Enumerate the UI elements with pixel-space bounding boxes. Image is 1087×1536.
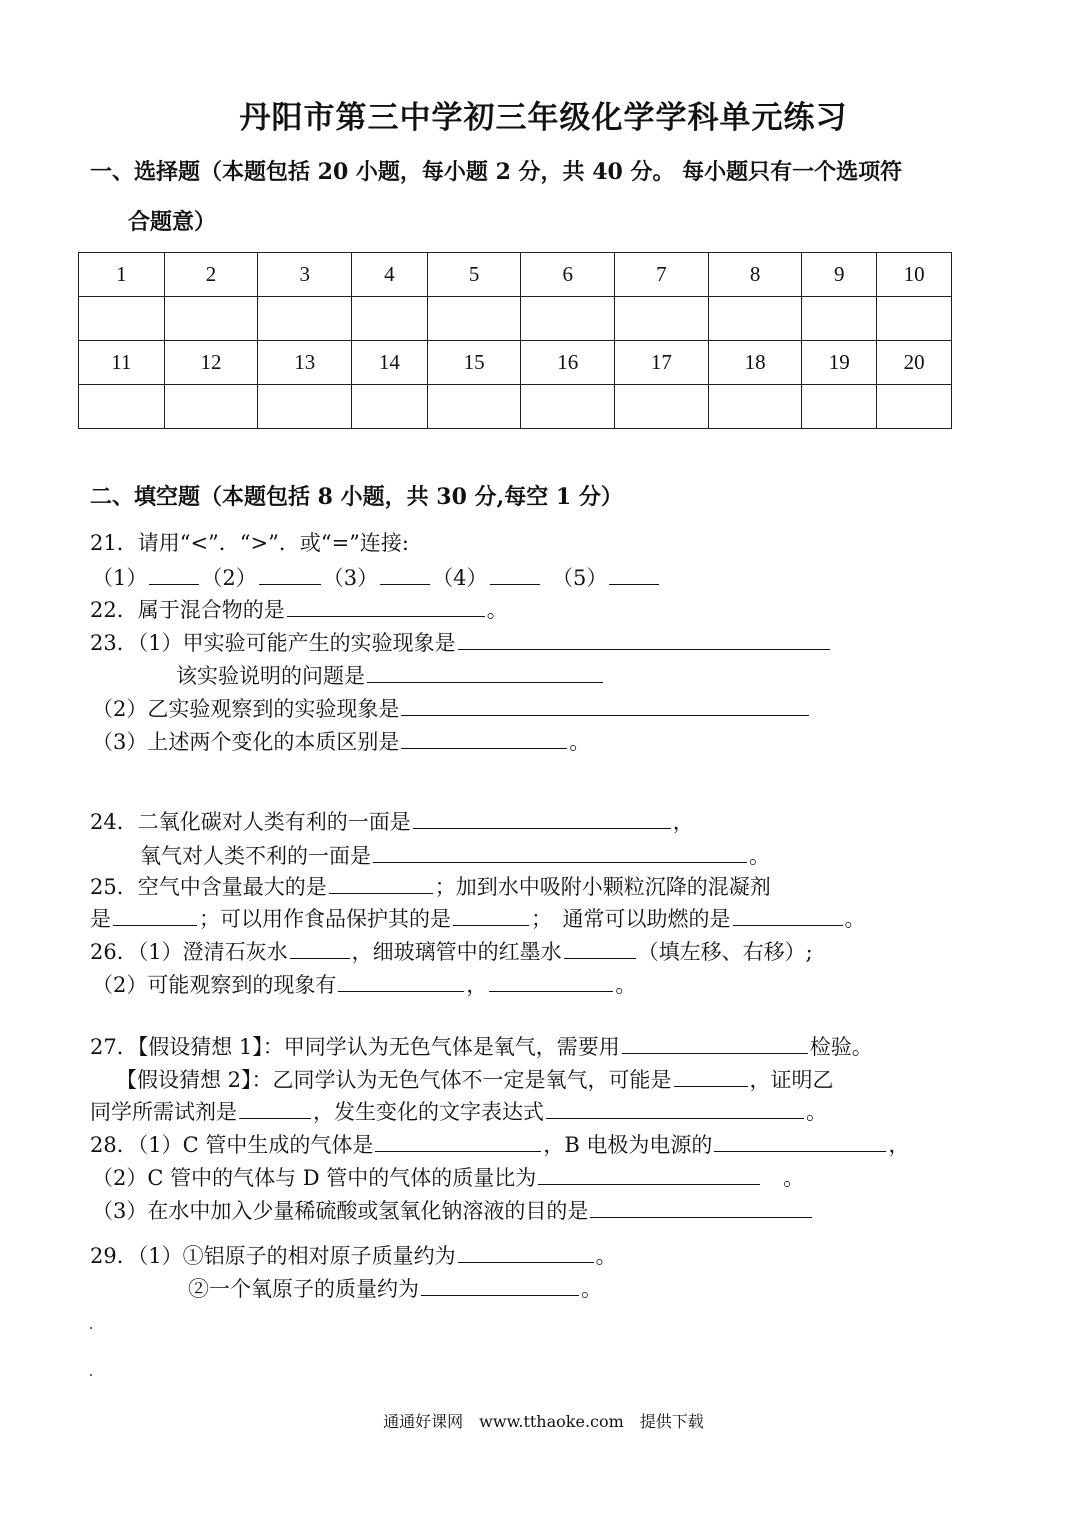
grid-number-cell: 11 bbox=[79, 341, 165, 385]
q29-line-1 bbox=[90, 1240, 617, 1271]
grid-number-cell: 8 bbox=[708, 253, 802, 297]
q27-prompt-a: 27．【假设猜想 1】：甲同学认为无色气体是氧气，需要用 bbox=[90, 1035, 620, 1059]
q27-line-2 bbox=[116, 1064, 834, 1095]
grid-number-cell: 10 bbox=[877, 253, 952, 297]
grid-number-row bbox=[79, 341, 952, 385]
q25-prompt-b3: ； 通常可以助燃的是 bbox=[531, 907, 731, 931]
answer-cell[interactable] bbox=[708, 385, 802, 429]
q28-prompt-a: 28．（1）C 管中生成的气体是 bbox=[90, 1133, 374, 1157]
q28-line-1 bbox=[90, 1129, 909, 1160]
answer-blank[interactable] bbox=[290, 936, 350, 959]
answer-blank[interactable] bbox=[714, 1129, 886, 1152]
answer-blank[interactable] bbox=[375, 1129, 541, 1152]
answer-cell[interactable] bbox=[802, 297, 877, 341]
q27-prompt-b: 【假设猜想 2】：乙同学认为无色气体不一定是氧气，可能是 bbox=[116, 1068, 672, 1092]
q24-sep: ， bbox=[672, 810, 694, 834]
q28-prompt-a-mid: ，B 电极为电源的 bbox=[543, 1133, 713, 1157]
q28-line-3 bbox=[92, 1195, 814, 1226]
grid-answer-row bbox=[79, 385, 952, 429]
grid-number-cell: 14 bbox=[352, 341, 428, 385]
q28-sep: ， bbox=[888, 1133, 910, 1157]
q23-line-2 bbox=[176, 660, 605, 691]
grid-number-cell: 6 bbox=[521, 253, 615, 297]
grid-number-row bbox=[79, 253, 952, 297]
footer-text: 通通好课网 www.tthaoke.com 提供下载 bbox=[383, 1412, 704, 1431]
q21-blanks-line bbox=[92, 562, 661, 593]
answer-cell[interactable] bbox=[79, 385, 165, 429]
answer-cell[interactable] bbox=[877, 385, 952, 429]
q23-line-3 bbox=[92, 693, 811, 724]
grid-number-cell: 15 bbox=[427, 341, 521, 385]
answer-cell[interactable] bbox=[708, 297, 802, 341]
q21-label-2: （2） bbox=[201, 566, 257, 590]
q23-prompt-c: （2）乙实验观察到的实验现象是 bbox=[92, 697, 400, 721]
answer-blank[interactable] bbox=[373, 840, 747, 863]
scan-speck bbox=[90, 1327, 92, 1329]
answer-cell[interactable] bbox=[615, 385, 709, 429]
q27-prompt-b-end: ，证明乙 bbox=[749, 1068, 834, 1092]
q24-line-1 bbox=[90, 806, 694, 837]
q21-label-1: （1） bbox=[92, 566, 148, 590]
q26-end: 。 bbox=[615, 973, 637, 997]
grid-number-cell: 1 bbox=[79, 253, 165, 297]
q26-line-2 bbox=[92, 969, 636, 1000]
answer-blank[interactable] bbox=[149, 562, 199, 585]
q23-line-1 bbox=[90, 627, 832, 658]
answer-blank[interactable] bbox=[538, 1162, 760, 1185]
q23-end: 。 bbox=[569, 730, 591, 754]
answer-blank[interactable] bbox=[453, 903, 529, 926]
answer-blank[interactable] bbox=[622, 1031, 808, 1054]
grid-number-cell: 12 bbox=[164, 341, 258, 385]
q25-prompt-a: 25．空气中含量最大的是 bbox=[90, 875, 327, 899]
answer-blank[interactable] bbox=[239, 1096, 311, 1119]
q27-prompt-c-mid: ，发生变化的文字表达式 bbox=[313, 1100, 544, 1124]
q24-prompt-a: 24．二氧化碳对人类有利的一面是 bbox=[90, 810, 411, 834]
q21-label-5: （5） bbox=[562, 566, 608, 590]
grid-answer-row bbox=[79, 297, 952, 341]
q27-prompt-a-end: 检验。 bbox=[809, 1035, 873, 1059]
answer-blank[interactable] bbox=[609, 562, 659, 585]
answer-blank[interactable] bbox=[113, 903, 197, 926]
answer-cell[interactable] bbox=[427, 385, 521, 429]
answer-blank[interactable] bbox=[259, 562, 321, 585]
grid-number-cell: 7 bbox=[615, 253, 709, 297]
grid-number-cell: 18 bbox=[708, 341, 802, 385]
grid-number-cell: 9 bbox=[802, 253, 877, 297]
answer-blank[interactable] bbox=[546, 1096, 804, 1119]
q23-line-4 bbox=[92, 726, 590, 757]
grid-number-cell: 17 bbox=[615, 341, 709, 385]
answer-cell[interactable] bbox=[521, 297, 615, 341]
answer-cell[interactable] bbox=[258, 385, 352, 429]
q21-prompt: 21．请用“<”．“>”．或“=”连接: bbox=[90, 531, 409, 555]
grid-number-cell: 4 bbox=[352, 253, 428, 297]
q21-label-3: （3） bbox=[322, 566, 379, 590]
q25-prompt-b2: ；可以用作食品保护其的是 bbox=[199, 907, 451, 931]
grid-number-cell: 5 bbox=[427, 253, 521, 297]
answer-blank[interactable] bbox=[458, 627, 830, 650]
q27-line-3 bbox=[90, 1096, 827, 1127]
q25-prompt-a-mid: ；加到水中吸附小颗粒沉降的混凝剂 bbox=[434, 875, 771, 899]
q24-prompt-b: 氧气对人类不利的一面是 bbox=[140, 844, 371, 868]
grid-number-cell: 13 bbox=[258, 341, 352, 385]
grid-number-cell: 16 bbox=[521, 341, 615, 385]
answer-blank[interactable] bbox=[401, 693, 809, 716]
q26-prompt-a-mid: ，细玻璃管中的红墨水 bbox=[351, 940, 562, 964]
q28-end: 。 bbox=[783, 1166, 805, 1190]
q22-prompt: 22．属于混合物的是 bbox=[90, 598, 285, 622]
answer-blank[interactable] bbox=[590, 1195, 812, 1218]
q25-end: 。 bbox=[844, 907, 866, 931]
answer-cell[interactable] bbox=[615, 297, 709, 341]
answer-cell[interactable] bbox=[79, 297, 165, 341]
q24-line-2 bbox=[140, 840, 770, 871]
q22-line bbox=[90, 594, 508, 625]
q27-line-1 bbox=[90, 1031, 873, 1062]
q29-line-2 bbox=[188, 1273, 602, 1304]
q21-label-4: （4） bbox=[432, 566, 488, 590]
q27-end: 。 bbox=[806, 1100, 827, 1124]
answer-blank[interactable] bbox=[413, 806, 671, 829]
q25-line-1 bbox=[90, 871, 771, 902]
answer-blank[interactable] bbox=[329, 871, 433, 894]
answer-blank[interactable] bbox=[489, 969, 613, 992]
answer-cell[interactable] bbox=[427, 297, 521, 341]
scan-speck bbox=[90, 1374, 92, 1376]
answer-blank[interactable] bbox=[421, 1273, 579, 1296]
answer-cell[interactable] bbox=[164, 297, 258, 341]
q23-prompt-d: （3）上述两个变化的本质区别是 bbox=[92, 730, 400, 754]
answer-blank[interactable] bbox=[287, 594, 485, 617]
q23-prompt-a: 23．（1）甲实验可能产生的实验现象是 bbox=[90, 631, 456, 655]
q24-end: 。 bbox=[749, 844, 770, 868]
q28-prompt-c: （3）在水中加入少量稀硫酸或氢氧化钠溶液的目的是 bbox=[92, 1199, 589, 1223]
grid-number-cell: 20 bbox=[877, 341, 952, 385]
answer-blank[interactable] bbox=[401, 726, 567, 749]
answer-cell[interactable] bbox=[802, 385, 877, 429]
q22-end: 。 bbox=[486, 598, 508, 622]
section-2-heading: 二、填空题（本题包括 8 小题，共 30 分,每空 1 分） bbox=[90, 484, 623, 510]
answer-blank[interactable] bbox=[674, 1064, 748, 1087]
grid-number-cell: 2 bbox=[164, 253, 258, 297]
answer-cell[interactable] bbox=[521, 385, 615, 429]
answer-grid bbox=[78, 252, 952, 429]
answer-cell[interactable] bbox=[258, 297, 352, 341]
q26-prompt-b: （2）可能观察到的现象有 bbox=[92, 973, 337, 997]
q29-end-a: 。 bbox=[595, 1244, 617, 1268]
q29-prompt-a: 29．（1）①铝原子的相对原子质量约为 bbox=[90, 1244, 456, 1268]
q25-prompt-b1: 是 bbox=[90, 907, 111, 931]
q26-prompt-a-end: （填左移、右移）; bbox=[637, 940, 813, 964]
section-1-heading-cont: 合题意） bbox=[128, 209, 217, 235]
q26-line-1 bbox=[90, 936, 813, 967]
q25-line-2 bbox=[90, 903, 866, 934]
q28-line-2 bbox=[92, 1162, 804, 1193]
answer-blank[interactable] bbox=[490, 562, 540, 585]
q29-prompt-b: ②一个氧原子的质量约为 bbox=[188, 1277, 419, 1301]
page-title: 丹阳市第三中学初三年级化学学科单元练习 bbox=[239, 100, 848, 136]
answer-cell[interactable] bbox=[877, 297, 952, 341]
answer-blank[interactable] bbox=[733, 903, 843, 926]
answer-cell[interactable] bbox=[352, 385, 428, 429]
answer-blank[interactable] bbox=[338, 969, 464, 992]
q26-prompt-a: 26．（1）澄清石灰水 bbox=[90, 940, 288, 964]
q27-prompt-c: 同学所需试剂是 bbox=[90, 1100, 237, 1124]
grid-number-cell: 19 bbox=[802, 341, 877, 385]
q28-prompt-b: （2）C 管中的气体与 D 管中的气体的质量比为 bbox=[92, 1166, 537, 1190]
q23-prompt-b: 该实验说明的问题是 bbox=[176, 664, 365, 688]
q29-end-b: 。 bbox=[581, 1277, 602, 1301]
answer-blank[interactable] bbox=[458, 1240, 594, 1263]
answer-cell[interactable] bbox=[352, 297, 428, 341]
q26-sep: ， bbox=[466, 973, 488, 997]
grid-number-cell: 3 bbox=[258, 253, 352, 297]
answer-blank[interactable] bbox=[380, 562, 430, 585]
answer-blank[interactable] bbox=[367, 660, 603, 683]
section-1-heading: 一、选择题（本题包括 20 小题，每小题 2 分，共 40 分。 每小题只有一个选项符 bbox=[90, 159, 903, 185]
answer-cell[interactable] bbox=[164, 385, 258, 429]
answer-blank[interactable] bbox=[564, 936, 636, 959]
